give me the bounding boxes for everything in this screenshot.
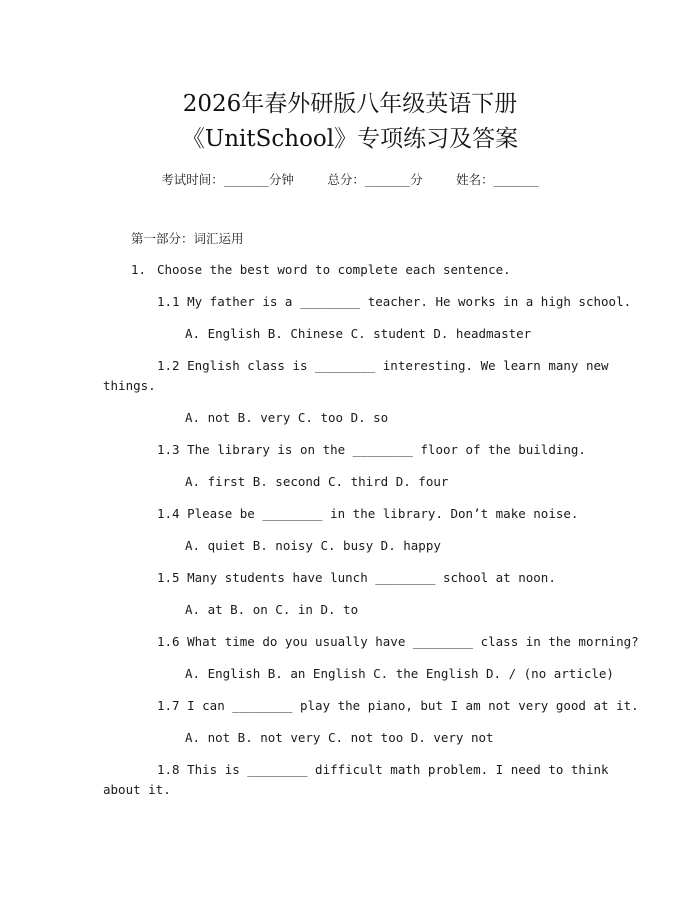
document-title-line-2: 《UnitSchool》专项练习及答案 [181, 126, 519, 152]
exam-time: 考试时间：______分钟 [161, 172, 294, 187]
item-1-7-options: A. not B. not very C. not too D. very not [185, 730, 494, 745]
exam-info [0, 170, 700, 188]
item-1-4-stem: 1.4 Please be ________ in the library. Don’t make noise. [157, 506, 579, 521]
item-1-5-stem: 1.5 Many students have lunch ________ school at noon. [157, 570, 556, 585]
document-title-line-1: 2026年春外研版八年级英语下册 [182, 91, 518, 117]
item-1-7-stem: 1.7 I can ________ play the piano, but I am not very good at it. [157, 698, 639, 713]
item-1-1-options: A. English B. Chinese C. student D. headmaster [185, 326, 532, 341]
total-score: 总分：______分 [327, 172, 423, 187]
item-1-2-stem-cont: things. [103, 378, 156, 393]
student-name: 姓名：______ [456, 172, 539, 187]
item-1-3-options: A. first B. second C. third D. four [185, 474, 449, 489]
section-heading: 第一部分：词汇运用 [131, 231, 244, 246]
item-1-5-options: A. at B. on C. in D. to [185, 602, 359, 617]
item-1-2-stem: 1.2 English class is ________ interesting. We learn many new [157, 358, 609, 373]
item-1-6-options: A. English B. an English C. the English D. / (no article) [185, 666, 614, 681]
item-1-3-stem: 1.3 The library is on the ________ floor of the building. [157, 442, 586, 457]
item-1-1-stem: 1.1 My father is a ________ teacher. He works in a high school. [157, 294, 632, 309]
item-1-8-stem: 1.8 This is ________ difficult math problem. I need to think [157, 762, 609, 777]
item-1-6-stem: 1.6 What time do you usually have ________ class in the morning? [157, 634, 639, 649]
item-1-2-options: A. not B. very C. too D. so [185, 410, 389, 425]
item-1-8-stem-cont: about it. [103, 782, 171, 797]
question-instruction: Choose the best word to complete each sentence. [157, 262, 511, 277]
item-1-4-options: A. quiet B. noisy C. busy D. happy [185, 538, 441, 553]
question-number: 1. [131, 262, 147, 277]
